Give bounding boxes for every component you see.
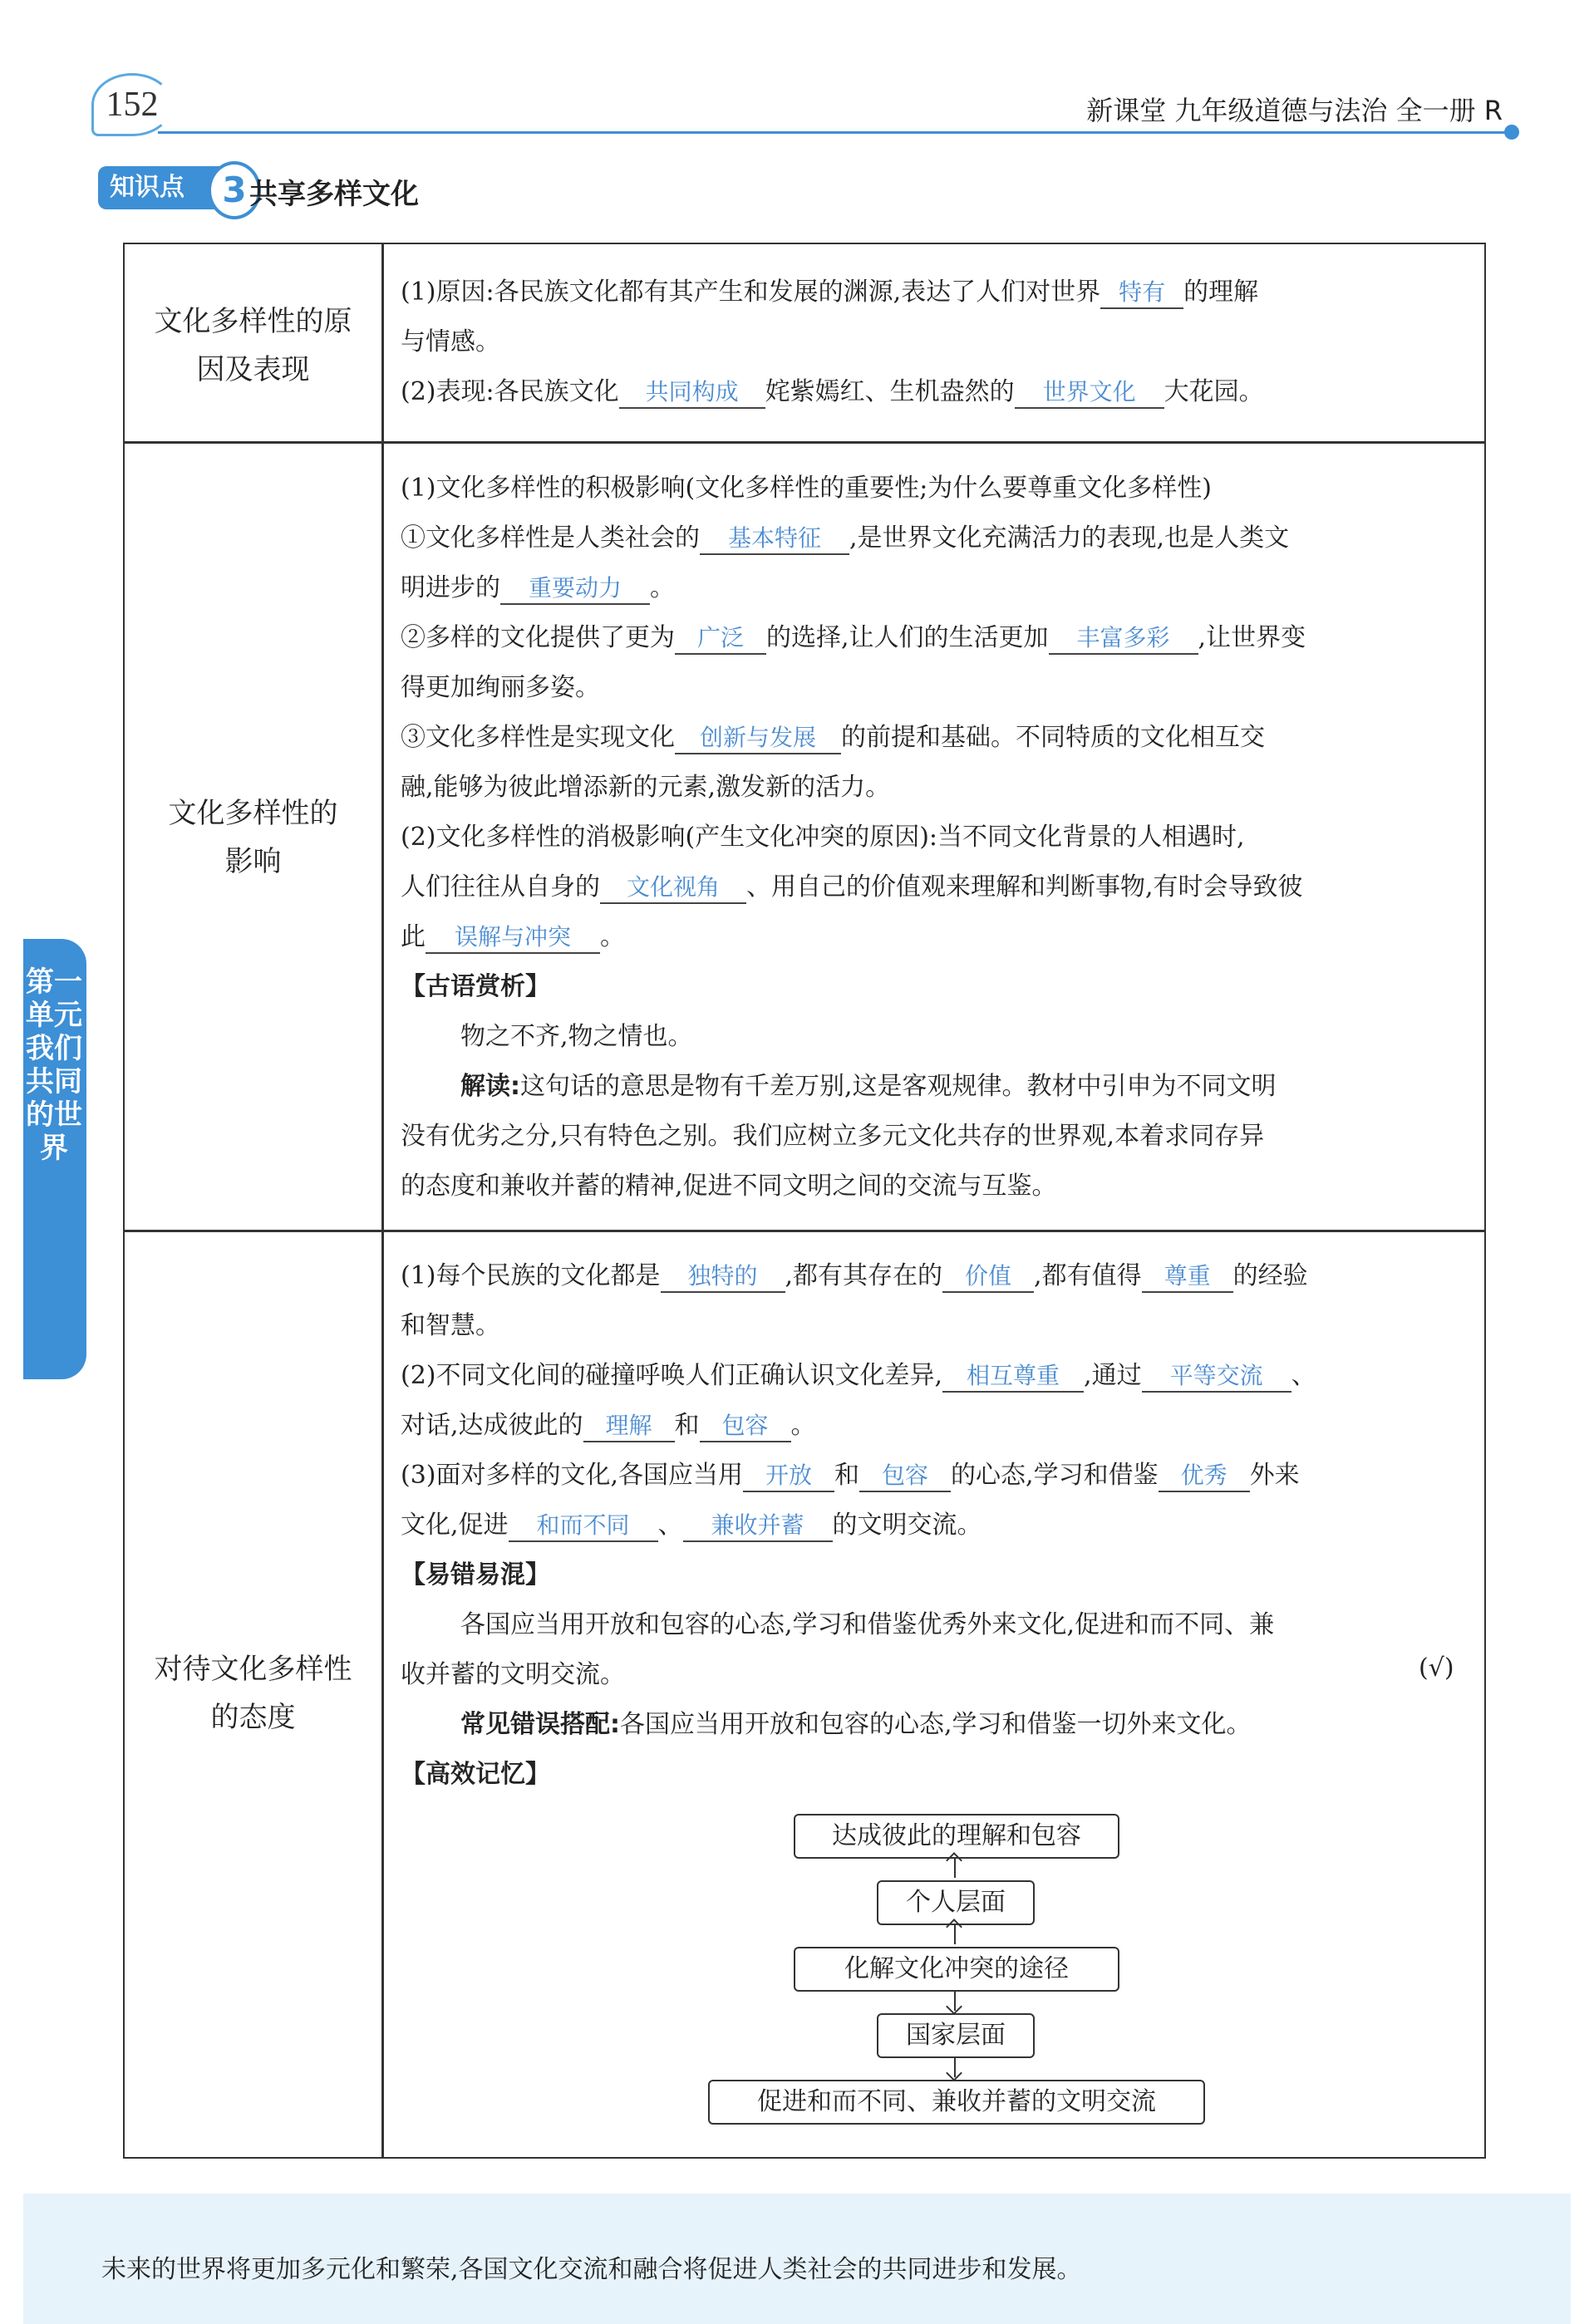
section-title: 共享多样文化 — [249, 178, 419, 211]
text-line: (3)面对多样的文化,各国应当用 开放 和 包容 的心态,学习和借鉴 优秀 外来 — [401, 1454, 1300, 1492]
answer-blank: 误解与冲突 — [426, 922, 600, 954]
flow-box: 化解文化冲突的途径 — [794, 1947, 1119, 1992]
flow-box: 国家层面 — [877, 2013, 1035, 2058]
row-category-impact: 文化多样性的 影响 — [168, 797, 338, 878]
row-content-impact — [401, 467, 1473, 1215]
answer-blank: 价值 — [942, 1261, 1034, 1293]
answer-blank: 包容 — [700, 1411, 791, 1442]
answer-blank: 兼收并蓄 — [683, 1511, 833, 1542]
text-line: (2)文化多样性的消极影响(产生文化冲突的原因):当不同文化背景的人相遇时, — [401, 823, 1245, 852]
text-line: 各国应当用开放和包容的心态,学习和借鉴优秀外来文化,促进和而不同、兼 — [460, 1610, 1275, 1639]
text-line: 融,能够为彼此增添新的元素,激发新的活力。 — [401, 773, 891, 802]
answer-blank: 优秀 — [1159, 1461, 1250, 1492]
book-title: 新课堂 九年级道德与法治 全一册 R — [1086, 95, 1503, 126]
flow-arrow-up — [954, 1858, 956, 1878]
answer-blank: 开放 — [743, 1461, 834, 1492]
answer-blank: 独特的 — [661, 1261, 785, 1293]
answer-blank: 文化视角 — [600, 872, 746, 904]
text-line: 解读:这句话的意思是物有千差万别,这是客观规律。教材中引申为不同文明 — [460, 1072, 1277, 1101]
flow-box: 促进和而不同、兼收并蓄的文明交流 — [708, 2080, 1205, 2125]
table-row-divider — [123, 1230, 1486, 1232]
answer-blank: 基本特征 — [700, 523, 849, 555]
text-line: 没有优劣之分,只有特色之别。我们应树立多元文化共存的世界观,本着求同存异 — [401, 1122, 1265, 1151]
text-line: (2)表现:各民族文化 共同构成 姹紫嫣红、生机盎然的 世界文化 大花园。 — [401, 371, 1264, 409]
flow-arrow-down — [954, 1991, 956, 2011]
answer-blank: 相互尊重 — [942, 1361, 1084, 1393]
text-line: ①文化多样性是人类社会的 基本特征 ,是世界文化充满活力的表现,也是人类文 — [401, 517, 1289, 555]
tag-efficient-memory: 【高效记忆】 — [401, 1760, 550, 1789]
header-dot — [1504, 125, 1519, 140]
row-category-attitude: 对待文化多样性 的态度 — [154, 1653, 352, 1734]
text-line: 收并蓄的文明交流。 — [401, 1660, 625, 1689]
answer-blank: 包容 — [859, 1461, 951, 1492]
flow-arrow-down — [954, 2057, 956, 2077]
flow-arrow-up — [954, 1924, 956, 1944]
answer-blank: 共同构成 — [619, 377, 765, 409]
row-category-causes: 文化多样性的原 因及表现 — [154, 305, 352, 386]
answer-blank: 理解 — [583, 1411, 675, 1442]
answer-blank: 特有 — [1100, 278, 1183, 309]
section-badge: 知识点 — [98, 166, 238, 209]
page-number: 152 — [91, 73, 173, 136]
text-line: 明进步的 重要动力 。 — [401, 567, 675, 605]
text-line: (1)文化多样性的积极影响(文化多样性的重要性;为什么要尊重文化多样性) — [401, 474, 1213, 503]
text-line: 文化,促进 和而不同 、 兼收并蓄 的文明交流。 — [401, 1504, 982, 1542]
footer-text: 未来的世界将更加多元化和繁荣,各国文化交流和融合将促进人类社会的共同进步和发展。 — [101, 2255, 1082, 2284]
text-line: (1)每个民族的文化都是 独特的 ,都有其存在的 价值 ,都有值得 尊重 的经验 — [401, 1255, 1308, 1293]
side-tab-text: 第一单元 我们共同的世界 — [26, 965, 82, 1165]
section-badge-number: 3 — [208, 161, 261, 219]
text-line: 常见错误搭配:各国应当用开放和包容的心态,学习和借鉴一切外来文化。 — [460, 1710, 1252, 1739]
quote: 物之不齐,物之情也。 — [460, 1022, 693, 1051]
flow-box: 达成彼此的理解和包容 — [794, 1814, 1119, 1859]
answer-blank: 世界文化 — [1015, 377, 1164, 409]
text-line: 和智慧。 — [401, 1311, 500, 1340]
tag-ancient-saying: 【古语赏析】 — [401, 972, 550, 1001]
answer-blank: 和而不同 — [509, 1511, 658, 1542]
text-line: ③文化多样性是实现文化 创新与发展 的前提和基础。不同特质的文化相互交 — [401, 716, 1265, 754]
answer-blank: 广泛 — [675, 623, 766, 655]
table-row-divider — [123, 441, 1486, 444]
text-line: 的态度和兼收并蓄的精神,促进不同文明之间的交流与互鉴。 — [401, 1172, 1057, 1201]
answer-blank: 创新与发展 — [675, 723, 841, 754]
text-line: 对话,达成彼此的 理解 和 包容 。 — [401, 1404, 816, 1442]
text-line: (2)不同文化间的碰撞呼唤人们正确认识文化差异, 相互尊重 ,通过 平等交流 、 — [401, 1354, 1316, 1393]
text-line: (1)原因:各民族文化都有其产生和发展的渊源,表达了人们对世界 特有 的理解 — [401, 271, 1258, 309]
text-line: 得更加绚丽多姿。 — [401, 673, 600, 702]
header-rule — [158, 131, 1508, 134]
answer-blank: 平等交流 — [1142, 1361, 1291, 1393]
answer-blank: 尊重 — [1142, 1261, 1233, 1293]
row-content-causes — [401, 271, 1473, 437]
text-line: 人们往往从自身的 文化视角 、用自己的价值观来理解和判断事物,有时会导致彼 — [401, 866, 1303, 904]
correct-mark: (√) — [1419, 1653, 1454, 1683]
text-line: 此 误解与冲突 。 — [401, 916, 625, 954]
table-column-divider — [381, 243, 384, 2159]
answer-blank: 重要动力 — [500, 573, 650, 605]
row-content-attitude — [401, 1255, 1473, 1853]
tag-common-mistakes: 【易错易混】 — [401, 1560, 550, 1589]
answer-blank: 丰富多彩 — [1049, 623, 1198, 655]
flow-box: 个人层面 — [877, 1880, 1035, 1925]
text-line: 与情感。 — [401, 327, 500, 356]
text-line: ②多样的文化提供了更为 广泛 的选择,让人们的生活更加 丰富多彩 ,让世界变 — [401, 617, 1306, 655]
